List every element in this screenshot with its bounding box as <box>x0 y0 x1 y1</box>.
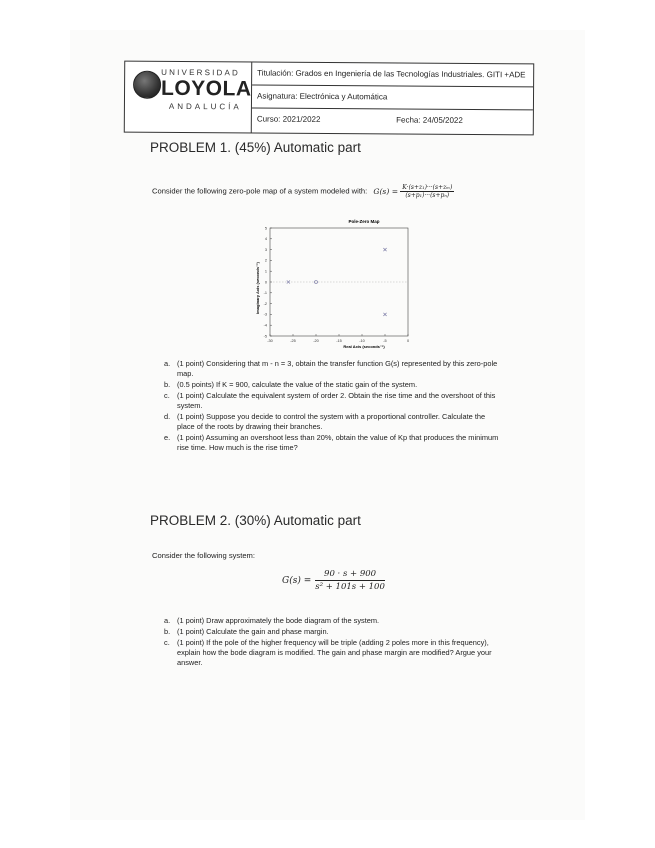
question-item <box>164 433 504 453</box>
question-text: (0.5 points) If K = 900, calculate the value of the static gain of the system. <box>177 380 418 389</box>
y-tick-label: 3 <box>264 247 267 252</box>
problem1-intro <box>152 184 454 199</box>
x-tick-label: -30 <box>267 339 273 343</box>
curso-row <box>252 108 533 133</box>
question-marker: a. <box>164 359 171 368</box>
problem1-formula-numerator: K·(s+z₁)···(s+zₘ) <box>402 184 453 191</box>
problem2-intro: Consider the following system: <box>152 551 255 560</box>
logo-university-text: UNIVERSIDAD <box>161 67 241 78</box>
university-logo <box>125 62 252 133</box>
fecha-field: Fecha: 24/05/2022 <box>396 115 463 125</box>
logo-name-text: LOYOLA <box>160 76 252 101</box>
chart-title: Pole-Zero Map <box>348 219 380 224</box>
x-tick-label: -15 <box>336 339 342 343</box>
question-item <box>164 627 509 637</box>
problem2-formula-denominator: s² + 101s + 100 <box>315 582 385 592</box>
question-marker: c. <box>164 391 170 400</box>
x-tick-label: -10 <box>359 339 365 343</box>
question-item <box>164 412 504 432</box>
problem1-formula-fraction <box>400 184 454 199</box>
question-marker: c. <box>164 638 170 647</box>
x-tick-label: 0 <box>406 339 410 343</box>
problem2-formula-fraction <box>315 568 385 593</box>
problem1-questions <box>164 359 504 454</box>
question-text: (1 point) Calculate the equivalent system of order 2. Obtain the rise time and the overshoot of this system. <box>177 391 496 410</box>
titulacion-field: Titulación: Grados en Ingeniería de las Tecnologías Industriales. GITI +ADE <box>252 62 533 87</box>
problem2-title: PROBLEM 2. (30%) Automatic part <box>150 513 361 528</box>
exam-header <box>124 61 534 136</box>
x-tick-label: -25 <box>290 339 296 343</box>
question-item <box>164 380 504 390</box>
problem1-formula-lhs: G(s) = <box>373 186 399 196</box>
question-marker: b. <box>164 380 171 389</box>
question-text: (1 point) Calculate the gain and phase margin. <box>177 627 329 636</box>
y-tick-label: 1 <box>264 269 267 274</box>
question-marker: e. <box>164 433 171 442</box>
question-item <box>164 638 509 668</box>
question-marker: b. <box>164 627 171 636</box>
pole-zero-chart <box>248 212 448 352</box>
y-tick-label: 5 <box>264 226 267 231</box>
question-text: (1 point) Considering that m - n = 3, obtain the transfer function G(s) represented by this zero-pole map. <box>177 359 498 378</box>
pole-marker <box>287 280 290 283</box>
problem1-formula-denominator: (s+p₁)···(s+pₙ) <box>405 192 450 199</box>
y-tick-label: -2 <box>263 301 267 306</box>
problem1-title: PROBLEM 1. (45%) Automatic part <box>150 140 361 155</box>
logo-region-text: ANDALUCÍA <box>168 101 242 112</box>
y-tick-label: 2 <box>264 258 267 263</box>
question-text: (1 point) Draw approximately the bode diagram of the system. <box>177 616 380 625</box>
y-tick-label: -5 <box>263 334 267 339</box>
chart-x-axis-label: Real Axis (seconds⁻¹) <box>343 344 385 349</box>
y-tick-label: 0 <box>264 280 267 285</box>
pole-marker <box>383 313 386 316</box>
header-info <box>252 62 533 134</box>
curso-field: Curso: 2021/2022 <box>256 114 321 124</box>
question-item <box>164 359 504 379</box>
chart-y-axis-label: Imaginary Axis (seconds⁻¹) <box>255 262 260 314</box>
question-marker: d. <box>164 412 171 421</box>
problem2-formula <box>282 568 385 593</box>
globe-icon <box>133 71 161 99</box>
asignatura-field: Asignatura: Electrónica y Automática <box>252 85 533 110</box>
question-marker: a. <box>164 616 171 625</box>
problem1-intro-text: Consider the following zero-pole map of a system modeled with: <box>152 186 368 196</box>
problem2-questions <box>164 616 509 669</box>
x-tick-label: -20 <box>313 339 319 343</box>
pole-marker <box>383 248 386 251</box>
problem2-formula-lhs: G(s) = <box>282 575 312 586</box>
y-tick-label: -4 <box>263 323 267 328</box>
question-text: (1 point) Suppose you decide to control the system with a proportional controller. Calculate the place of the roots by drawing their branches. <box>177 412 486 431</box>
question-item <box>164 391 504 411</box>
question-text: (1 point) Assuming an overshoot less than 20%, obtain the value of Kp that produces the minimum rise time. How much is the rise time? <box>177 433 499 452</box>
y-tick-label: -3 <box>263 312 267 317</box>
problem2-formula-numerator: 90 · s + 900 <box>315 568 385 581</box>
y-tick-label: -1 <box>263 291 267 296</box>
question-text: (1 point) If the pole of the higher frequency will be triple (adding 2 poles more in this frequency), explain how the bode diagram is modified. The gain and phase margin are modified? Argue your answer. <box>177 638 492 667</box>
question-item <box>164 616 509 626</box>
x-tick-label: -5 <box>383 339 387 343</box>
y-tick-label: 4 <box>264 237 267 242</box>
